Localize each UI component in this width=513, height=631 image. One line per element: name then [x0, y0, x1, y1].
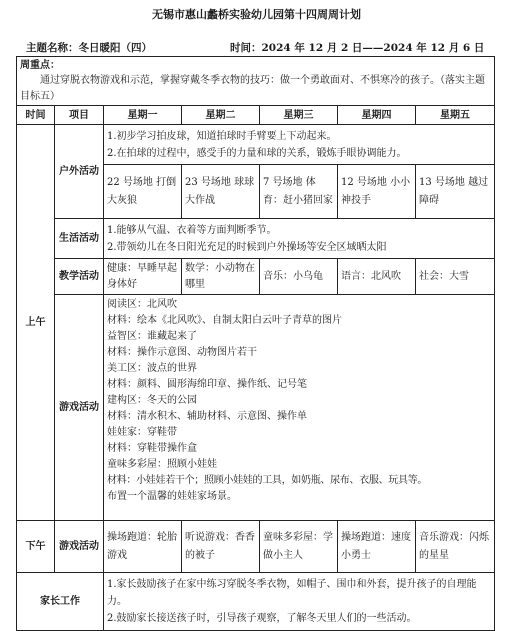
game-line-10: 材料：穿鞋带操作盒 [107, 443, 197, 454]
header-row [17, 106, 495, 125]
game-content [104, 295, 495, 521]
afternoon-tuesday: 听说游戏：香香的被子 [182, 521, 260, 573]
game-line-3: 益智区：谁藏起来了 [107, 331, 197, 342]
header-wednesday: 星期三 [260, 106, 338, 125]
morning-label: 上午 [17, 125, 55, 521]
outdoor-goal-1: 1.初步学习拍皮球，知道拍球时手臂要上下动起来。 [107, 130, 337, 142]
outdoor-goal-2: 2.在拍球的过程中，感受手的力量和球的关系，锻炼手眼协调能力。 [107, 147, 407, 159]
game-line-2: 材料：绘本《北风吹》、自制太阳白云叶子青草的图片 [107, 315, 342, 326]
afternoon-wednesday: 童味多彩屋：学做小主人 [260, 521, 338, 573]
game-line-7: 建构区：冬天的公园 [107, 395, 197, 406]
header-thursday: 星期四 [338, 106, 416, 125]
game-line-12: 材料：小娃娃若干个；照顾小娃娃的工具，如奶瓶、尿布、衣服、玩具等。 [107, 475, 428, 486]
afternoon-label: 下午 [17, 521, 55, 573]
parent-content [104, 573, 495, 631]
game-line-11: 童味多彩屋：照顾小娃娃 [107, 459, 217, 470]
life-label: 生活活动 [55, 219, 104, 259]
teaching-row [17, 259, 495, 295]
theme-name: 主题名称：冬日暖阳（四） [26, 42, 152, 54]
outdoor-label: 户外活动 [55, 125, 104, 219]
header-item: 项目 [55, 106, 104, 125]
outdoor-monday: 22 号场地 打倒大灰狼 [104, 165, 182, 219]
life-row [17, 219, 495, 259]
game-row [17, 295, 495, 521]
game-line-13: 布置一个温馨的娃娃家场景。 [107, 491, 237, 502]
teaching-label: 教学活动 [55, 259, 104, 295]
afternoon-thursday: 操场跑道：速度小勇士 [338, 521, 416, 573]
game-label: 游戏活动 [55, 295, 104, 521]
outdoor-goals [104, 125, 495, 165]
header-friday: 星期五 [416, 106, 495, 125]
header-tuesday: 星期二 [182, 106, 260, 125]
parent-line-2: 2.鼓励家长接送孩子时，引导孩子观察，了解冬天里人们的一些活动。 [107, 613, 417, 624]
parent-line-1: 1.家长鼓励孩子在家中练习穿脱冬季衣物，如帽子、围巾和外套，提升孩子的自理能力。 [107, 579, 477, 607]
outdoor-wednesday: 7 号场地 体育：赶小猪回家 [260, 165, 338, 219]
afternoon-friday: 音乐游戏：闪烁的星星 [416, 521, 495, 573]
game-line-4: 材料：操作示意图、动物图片若干 [107, 347, 257, 358]
afternoon-row [17, 521, 495, 573]
teaching-thursday: 语言：北风吹 [338, 259, 416, 295]
afternoon-monday: 操场跑道：轮胎游戏 [104, 521, 182, 573]
outdoor-goals-row [17, 125, 495, 165]
header-monday: 星期一 [104, 106, 182, 125]
game-line-5: 美工区：波点的世界 [107, 363, 197, 374]
header-time: 时间 [17, 106, 55, 125]
life-line-1: 1.能够从气温、衣着等方面判断季节。 [107, 224, 277, 236]
page-title: 无锡市惠山蠡桥实验幼儿园第十四周周计划 [152, 8, 361, 21]
plan-time: 时间：2024 年 12 月 2 日——2024 年 12 月 6 日 [230, 42, 485, 54]
outdoor-tuesday: 23 号场地 球球大作战 [182, 165, 260, 219]
outdoor-thursday: 12 号场地 小小神投手 [338, 165, 416, 219]
teaching-monday: 健康：早睡早起身体好 [104, 259, 182, 295]
life-line-2: 2.带领幼儿在冬日阳光充足的时候到户外操场等安全区域晒太阳 [107, 241, 387, 253]
focus-text: 通过穿脱衣物游戏和示范，掌握穿戴冬季衣物的技巧：做一个勇敢面对、不惧寒冷的孩子。（落实主题目标五） [20, 75, 485, 102]
parent-row [17, 573, 495, 631]
afternoon-activity-label: 游戏活动 [55, 521, 104, 573]
game-line-9: 娃娃家：穿鞋带 [107, 427, 177, 438]
focus-row [17, 57, 495, 106]
game-line-8: 材料：清水积木、辅助材料、示意图、操作单 [107, 411, 307, 422]
outdoor-friday: 13 号场地 越过障碍 [416, 165, 495, 219]
life-content [104, 219, 495, 259]
teaching-wednesday: 音乐：小乌龟 [260, 259, 338, 295]
game-line-6: 材料：颜料、圆形海绵印章、操作纸、记号笔 [107, 379, 307, 390]
game-line-1: 阅读区：北风吹 [107, 299, 177, 310]
teaching-friday: 社会：大雪 [416, 259, 495, 295]
teaching-tuesday: 数学：小动物在哪里 [182, 259, 260, 295]
parent-label: 家长工作 [17, 573, 104, 631]
focus-heading: 周重点： [20, 60, 60, 71]
plan-table [16, 56, 495, 631]
